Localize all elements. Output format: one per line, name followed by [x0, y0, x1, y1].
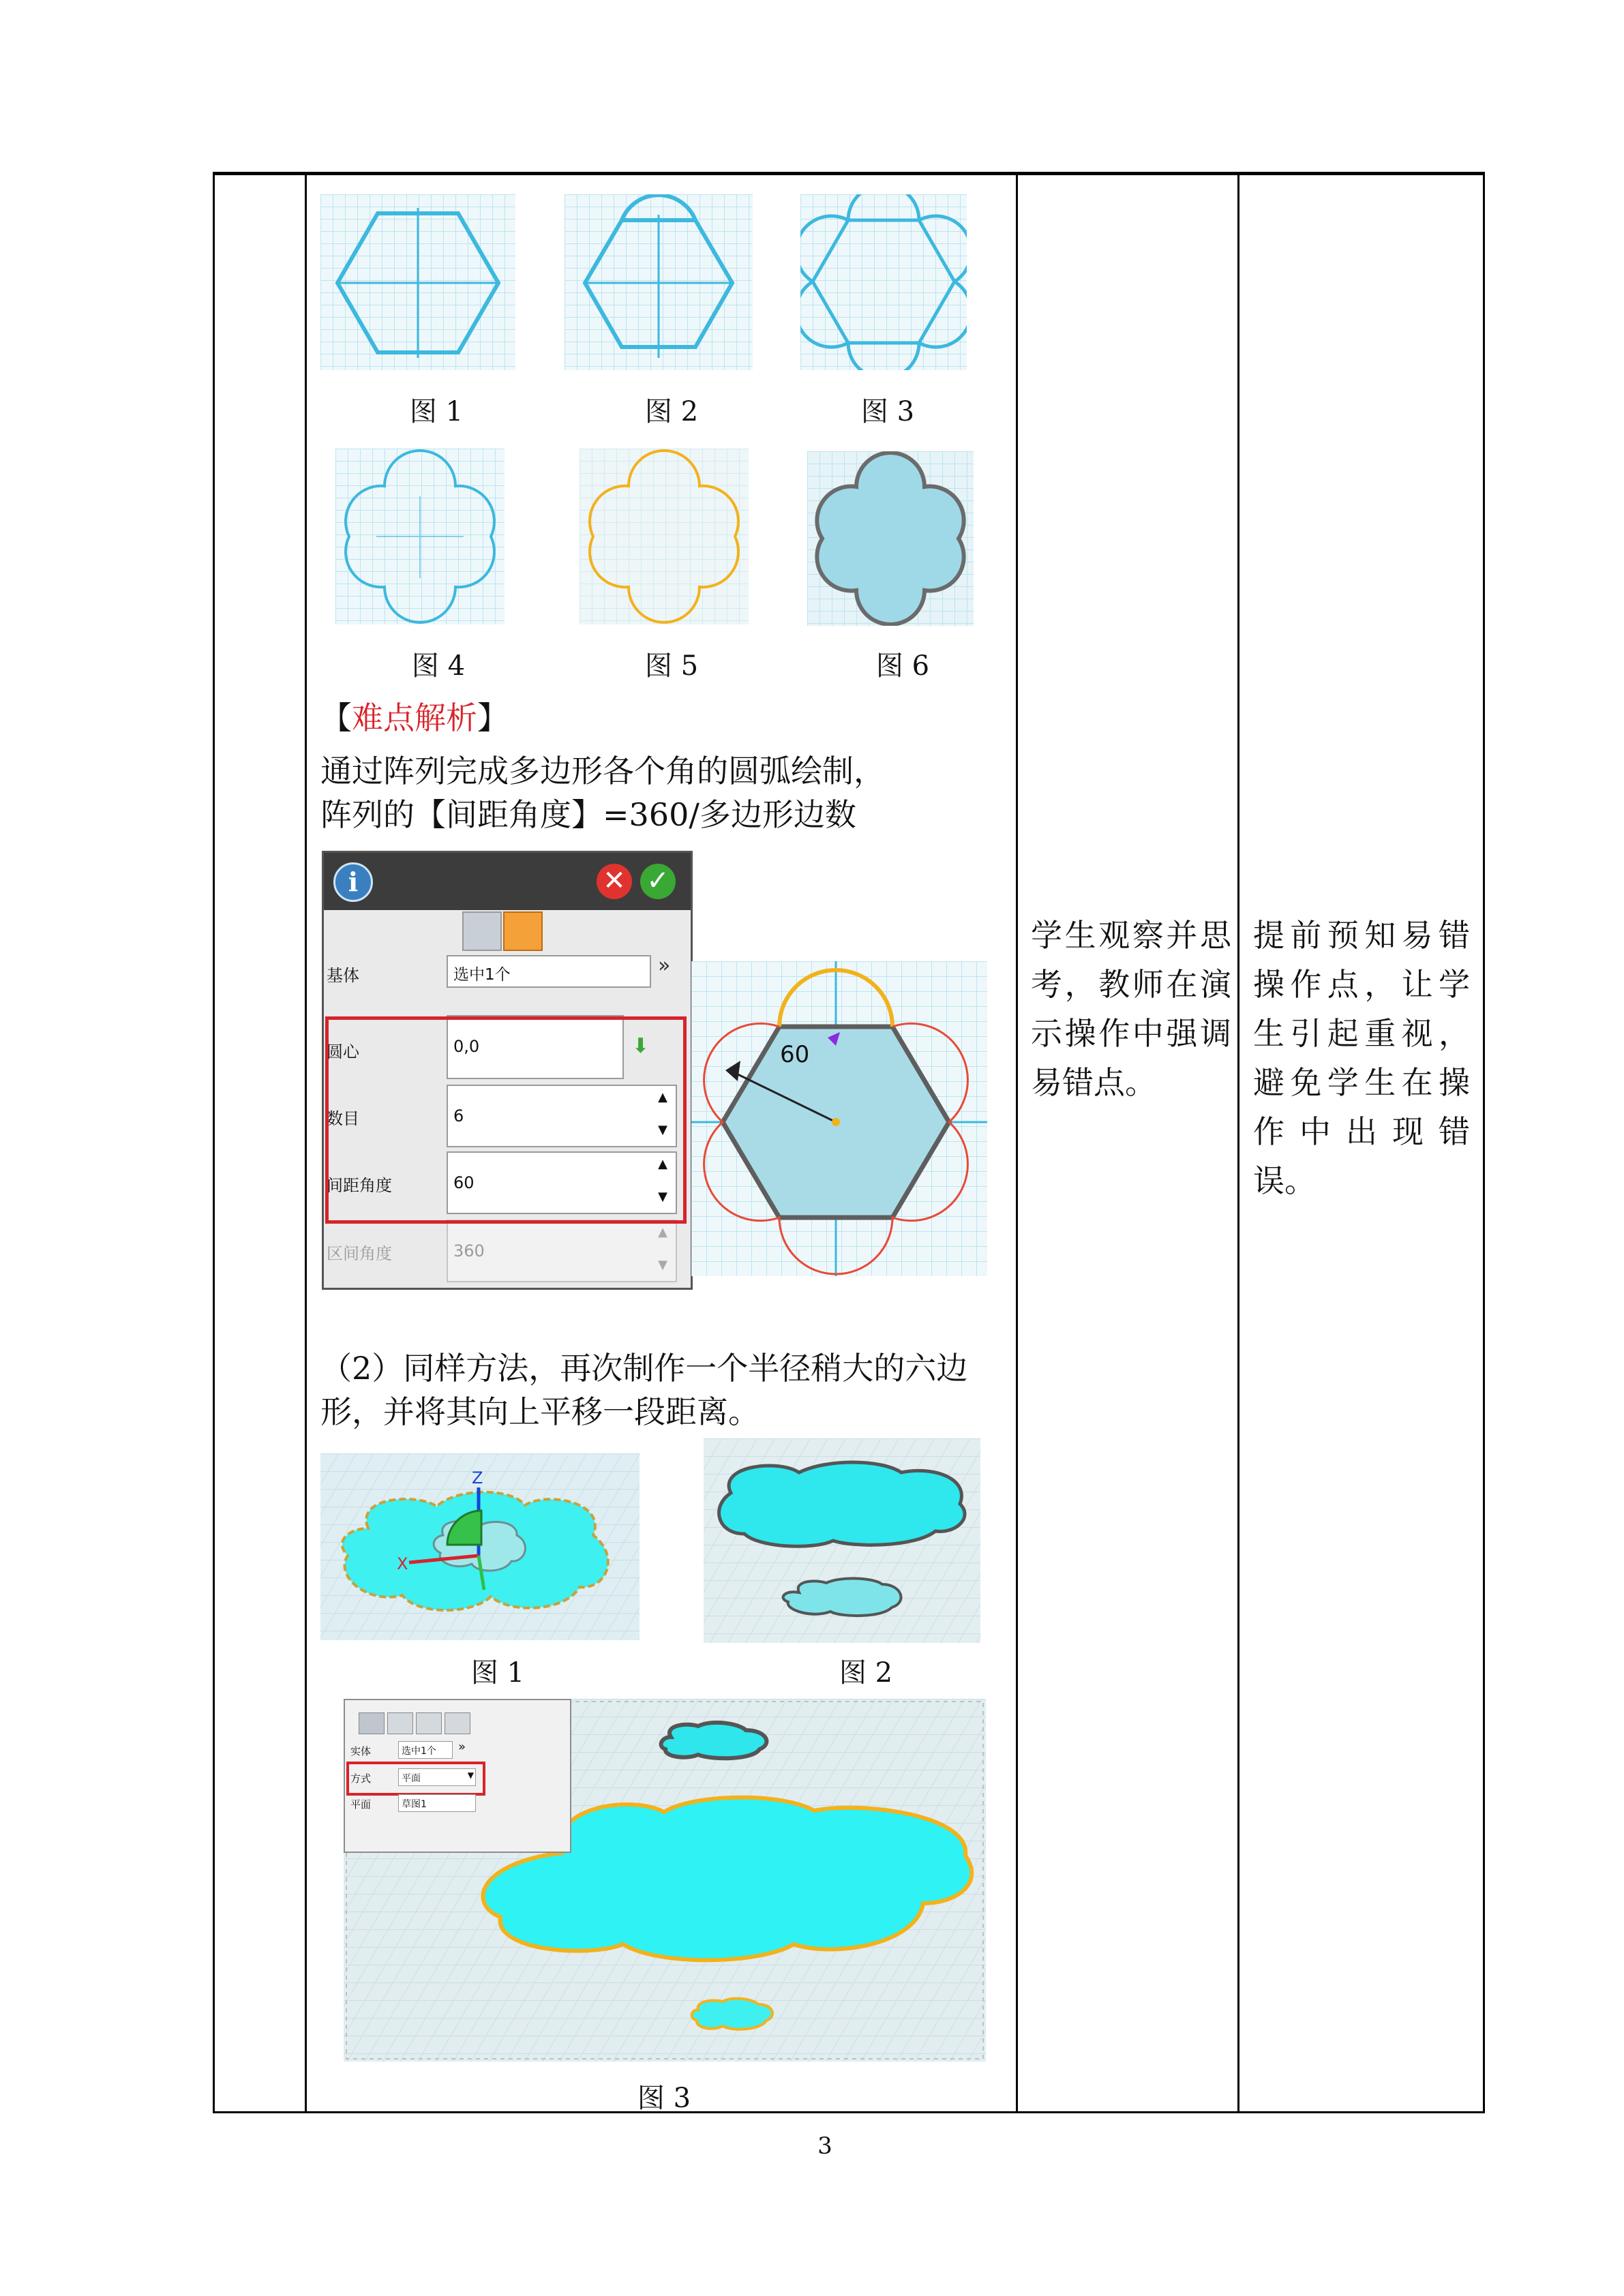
chevron-down-icon[interactable]: » — [458, 1740, 466, 1754]
spin-up-icon[interactable]: ▲ — [658, 1090, 667, 1104]
move-base-select[interactable] — [398, 1741, 453, 1759]
move-mode-icon[interactable] — [445, 1712, 470, 1734]
base-label: 基体 — [327, 966, 359, 985]
spin-down-icon[interactable]: ▼ — [658, 1123, 667, 1137]
array-dialog — [322, 851, 693, 1290]
center-input-value: 0,0 — [453, 1037, 480, 1056]
array-sketch-preview — [691, 961, 987, 1276]
step2-figure-1-move — [320, 1453, 640, 1640]
base-select-value: 选中1个 — [453, 966, 511, 984]
count-label: 数目 — [327, 1109, 359, 1128]
spacing-angle-value: 60 — [453, 1173, 475, 1192]
figure-caption: 图 4 — [411, 650, 466, 682]
page-number: 3 — [817, 2132, 832, 2160]
move-plane-label: 平面 — [350, 1798, 372, 1811]
table-right-border — [1483, 172, 1485, 2113]
student-activity-text: 学生观察并思考，教师在演示操作中强调易错点。 — [1031, 917, 1231, 1101]
move-mode-icon[interactable] — [387, 1712, 413, 1734]
count-input-value: 6 — [453, 1106, 464, 1126]
mode-highlight-box — [346, 1762, 485, 1796]
step2-line-2: 形，并将其向上平移一段距离。 — [320, 1393, 760, 1430]
spin-up-icon: ▲ — [658, 1225, 667, 1239]
move-plane-input[interactable] — [398, 1794, 476, 1812]
move-mode-label: 方式 — [350, 1772, 372, 1785]
figure-caption: 图 5 — [644, 650, 699, 682]
spin-up-icon[interactable]: ▲ — [658, 1157, 667, 1171]
table-bottom-border — [213, 2111, 1485, 2113]
range-angle-value: 360 — [453, 1241, 485, 1260]
table-divider-2 — [1016, 172, 1018, 2113]
highlight-box — [325, 1016, 687, 1224]
svg-text:X: X — [397, 1554, 408, 1573]
pick-point-icon[interactable]: ⬇ — [632, 1034, 650, 1058]
figure-caption: 图 2 — [644, 396, 699, 427]
step2-figure-3-scene — [344, 1699, 986, 2061]
center-label: 圆心 — [327, 1042, 359, 1061]
figure-6-flower-filled — [807, 451, 974, 626]
figure-5-flower-selected — [580, 449, 749, 624]
info-icon[interactable]: i — [333, 862, 373, 902]
design-intent-text: 提前预知易错操作点，让学生引起重视，避免学生在操作中出现错误。 — [1253, 917, 1470, 1199]
spin-down-icon[interactable]: ▼ — [658, 1190, 667, 1204]
move-mode-value: 平面 — [402, 1773, 421, 1784]
bracket-open: 【 — [320, 699, 352, 736]
spacing-label: 间距角度 — [327, 1176, 392, 1195]
move-mode-icon[interactable] — [359, 1712, 385, 1734]
sketch-angle-label: 60 — [780, 1041, 810, 1068]
dropdown-arrow-icon[interactable]: ▼ — [467, 1770, 474, 1780]
confirm-icon[interactable]: ✓ — [640, 864, 676, 899]
figure-4-flower-outline — [335, 449, 505, 624]
spin-down-icon: ▼ — [658, 1258, 667, 1272]
figure-caption: 图 3 — [860, 396, 915, 427]
base-select[interactable] — [447, 955, 651, 988]
figure-3-hexagon-arcs — [800, 194, 967, 370]
move-plane-value: 草图1 — [402, 1799, 427, 1810]
table-top-border — [213, 172, 1485, 175]
figure-caption: 图 6 — [875, 650, 930, 682]
difficulty-title: 难点解析 — [352, 699, 477, 736]
circular-array-mode-icon[interactable] — [503, 911, 543, 951]
move-base-label: 实体 — [350, 1745, 372, 1757]
move-base-value: 选中1个 — [402, 1746, 436, 1757]
dialog-titlebar — [324, 853, 691, 910]
svg-text:Z: Z — [472, 1468, 483, 1487]
cancel-icon[interactable]: ✕ — [597, 864, 632, 899]
move-mode-icon[interactable] — [416, 1712, 442, 1734]
chevron-down-icon[interactable]: » — [658, 954, 671, 978]
figure-1-hexagon — [320, 194, 515, 370]
figure-caption: 图 3 — [637, 2083, 691, 2114]
step2-line-1: （2）同样方法，再次制作一个半径稍大的六边 — [320, 1350, 968, 1387]
difficulty-line-2: 阵列的【间距角度】=360/多边形边数 — [320, 796, 856, 833]
bracket-close: 】 — [477, 699, 509, 736]
linear-array-mode-icon[interactable] — [462, 911, 502, 951]
step2-figure-2-two-shapes — [704, 1438, 980, 1643]
figure-caption: 图 1 — [470, 1657, 525, 1689]
table-left-border — [213, 172, 215, 2113]
range-label: 区间角度 — [327, 1244, 392, 1263]
table-divider-3 — [1237, 172, 1239, 2113]
figure-caption: 图 2 — [839, 1657, 893, 1689]
move-panel — [344, 1699, 571, 1853]
range-angle-input — [447, 1220, 677, 1282]
difficulty-heading — [320, 695, 509, 740]
figure-caption: 图 1 — [409, 396, 464, 427]
difficulty-line-1: 通过阵列完成多边形各个角的圆弧绘制， — [320, 753, 885, 789]
table-divider-1 — [305, 172, 307, 2113]
figure-2-hexagon-arc — [565, 194, 753, 370]
